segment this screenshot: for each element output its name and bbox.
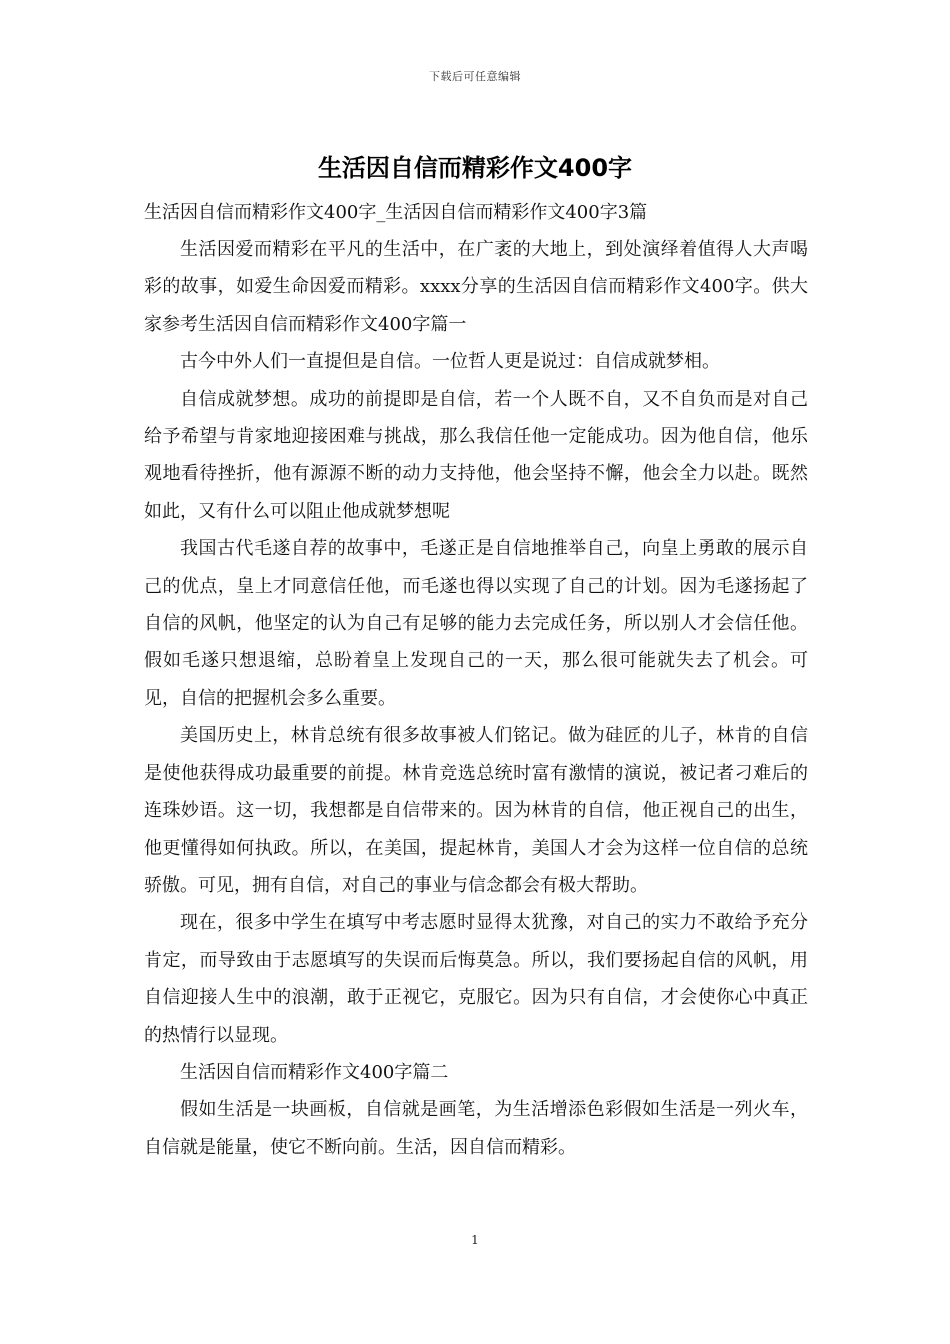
page-number: 1 <box>471 1233 479 1247</box>
section-heading: 生活因自信而精彩作文400字篇二 <box>180 1061 449 1083</box>
body-paragraph: 我国古代毛遂自荐的故事中，毛遂正是自信地推举自己，向皇上勇敢的展示自己的优点，皇上才同意信任他，而毛遂也得以实现了自己的计划。因为毛遂扬起了自信的风帆，他坚定的认为自己有足够的能力去完成任务，所以别人才会信任他。假如毛遂只想退缩，总盼着皇上发现自己的一天，那么很可能就失去了机会。可见，自信的把握机会多么重要。 <box>144 538 808 709</box>
body-paragraph: 自信成就梦想。成功的前提即是自信，若一个人既不自，又不自负而是对自己给予希望与肯家地迎接困难与挑战，那么我信任他一定能成功。因为他自信，他乐观地看待挫折，他有源源不断的动力支持他，他会坚持不懈，他会全力以赴。既然如此，又有什么可以阻止他成就梦想呢 <box>144 388 808 522</box>
header-note: 下载后可任意编辑 <box>429 70 521 83</box>
body-paragraph: 现在，很多中学生在填写中考志愿时显得太犹豫，对自己的实力不敢给予充分肯定，而导致由于志愿填写的失误而后悔莫急。所以，我们要扬起自信的风帆，用自信迎接人生中的浪潮，敢于正视它，克服它。因为只有自信，才会使你心中真正的热情行以显现。 <box>144 912 808 1046</box>
body-paragraph: 古今中外人们一直提但是自信。一位哲人更是说过：自信成就梦相。 <box>180 351 720 373</box>
document-body <box>144 196 808 1166</box>
body-paragraph: 假如生活是一块画板，自信就是画笔，为生活增添色彩假如生活是一列火车，自信就是能量，使它不断向前。生活，因自信而精彩。 <box>144 1099 808 1158</box>
body-paragraph: 美国历史上，林肯总统有很多故事被人们铭记。做为硅匠的儿子，林肯的自信是使他获得成功最重要的前提。林肯竞选总统时富有激情的演说，被记者刁难后的连珠妙语。这一切，我想都是自信带来的。因为林肯的自信，他正视自己的出生，他更懂得如何执政。所以，在美国，提起林肯，美国人才会为这样一位自信的总统骄傲。可见，拥有自信，对自己的事业与信念都会有极大帮助。 <box>144 725 808 896</box>
document-title: 生活因自信而精彩作文400字 <box>317 154 633 182</box>
document-subtitle: 生活因自信而精彩作文400字_生活因自信而精彩作文400字3篇 <box>144 202 648 223</box>
body-paragraph-intro: 生活因爱而精彩在平凡的生活中，在广袤的大地上，到处演绎着值得人大声喝彩的故事，如爱生命因爱而精彩。xxxx分享的生活因自信而精彩作文400字。供大家参考生活因自信而精彩作文400字篇一 <box>144 239 808 335</box>
